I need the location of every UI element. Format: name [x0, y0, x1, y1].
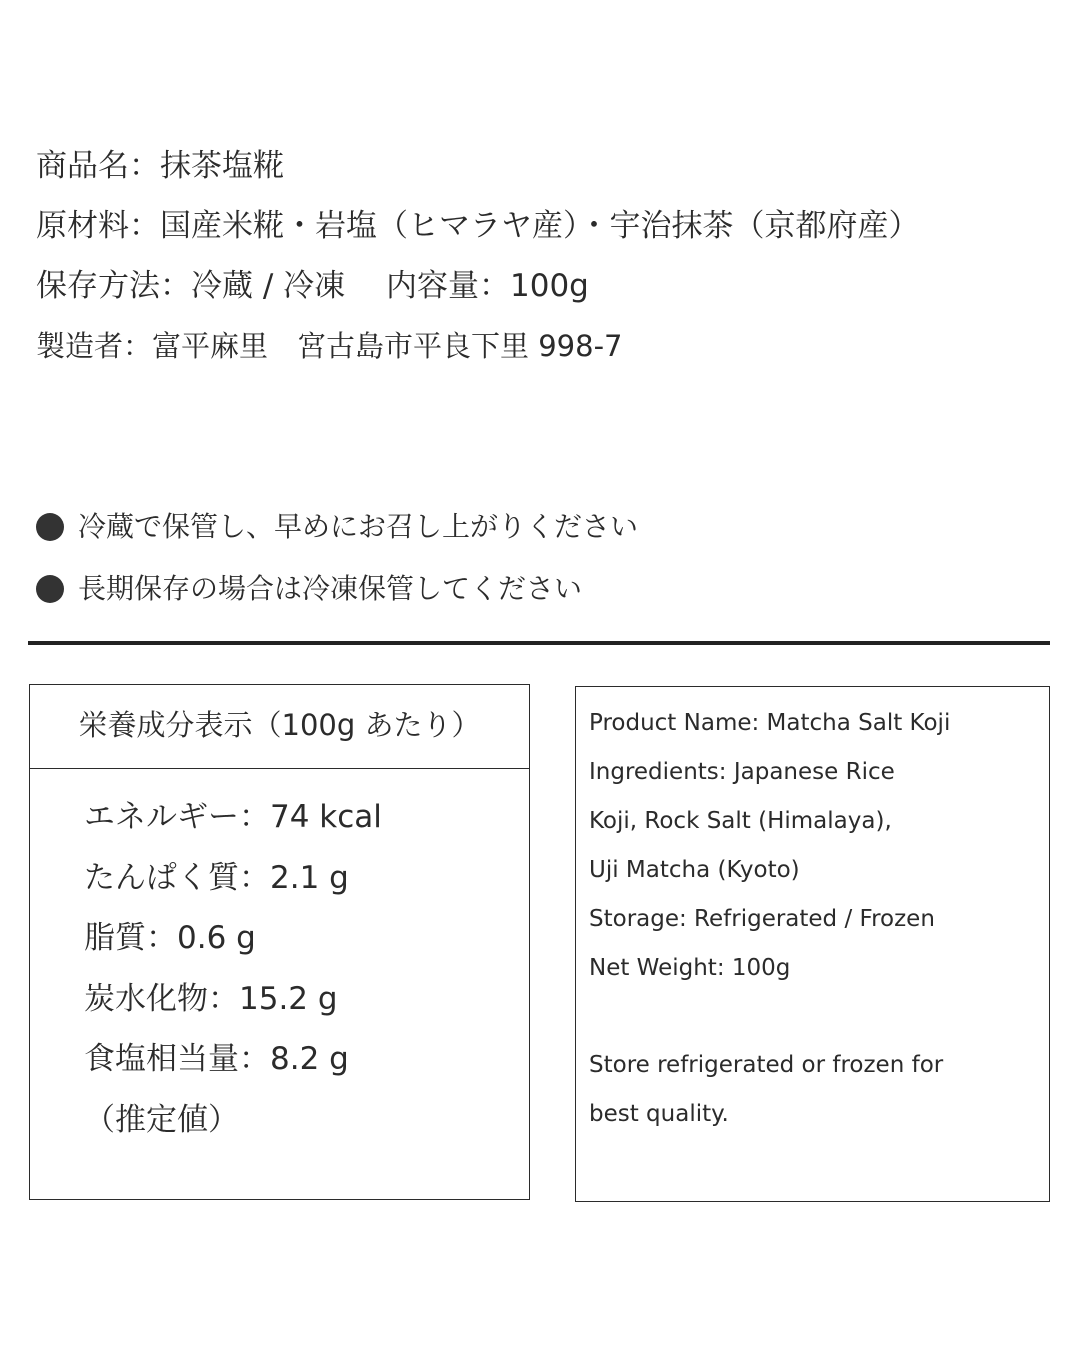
- english-note-line: best quality.: [589, 1101, 729, 1127]
- storage-notes: [36, 496, 1046, 620]
- product-info: [36, 138, 1046, 378]
- manufacturer-line: 製造者：富平麻里 宮古島市平良下里 998-7: [36, 329, 623, 363]
- english-line: Ingredients: Japanese Rice: [589, 759, 895, 785]
- english-info-box: [575, 686, 1050, 1202]
- english-line: Uji Matcha (Kyoto): [589, 857, 800, 883]
- nutrition-energy: エネルギー：74 kcal: [84, 799, 382, 835]
- product-name-line: 商品名：抹茶塩糀: [36, 148, 284, 184]
- storage-note-text: 長期保存の場合は冷凍保管してください: [78, 572, 583, 605]
- storage-note: [36, 558, 1046, 620]
- english-line: Product Name: Matcha Salt Koji: [589, 710, 951, 736]
- nutrition-salt: 食塩相当量：8.2 g: [84, 1041, 349, 1077]
- storage-weight-line: 保存方法：冷蔵 / 冷凍 内容量：100g: [36, 268, 589, 304]
- english-note-line: Store refrigerated or frozen for: [589, 1052, 944, 1078]
- english-line: Koji, Rock Salt (Himalaya),: [589, 808, 892, 834]
- spacer: [589, 993, 1049, 1041]
- nutrition-title: 栄養成分表示（100g あたり）: [30, 685, 529, 769]
- english-line: Net Weight: 100g: [589, 955, 791, 981]
- nutrition-list: [30, 769, 529, 1150]
- english-line: Storage: Refrigerated / Frozen: [589, 906, 935, 932]
- ingredients-line: 原材料：国産米糀・岩塩（ヒマラヤ産）・宇治抹茶（京都府産）: [36, 208, 920, 244]
- nutrition-fat: 脂質：0.6 g: [84, 920, 256, 956]
- bullet-icon: [36, 575, 64, 603]
- section-divider: [28, 641, 1050, 645]
- nutrition-carbohydrate: 炭水化物：15.2 g: [84, 980, 338, 1017]
- nutrition-estimate-note: （推定値）: [84, 1101, 239, 1138]
- nutrition-protein: たんぱく質：2.1 g: [84, 859, 349, 896]
- storage-note-text: 冷蔵で保管し、早めにお召し上がりください: [78, 510, 639, 543]
- storage-note: [36, 496, 1046, 558]
- nutrition-facts-box: [29, 684, 530, 1200]
- bullet-icon: [36, 513, 64, 541]
